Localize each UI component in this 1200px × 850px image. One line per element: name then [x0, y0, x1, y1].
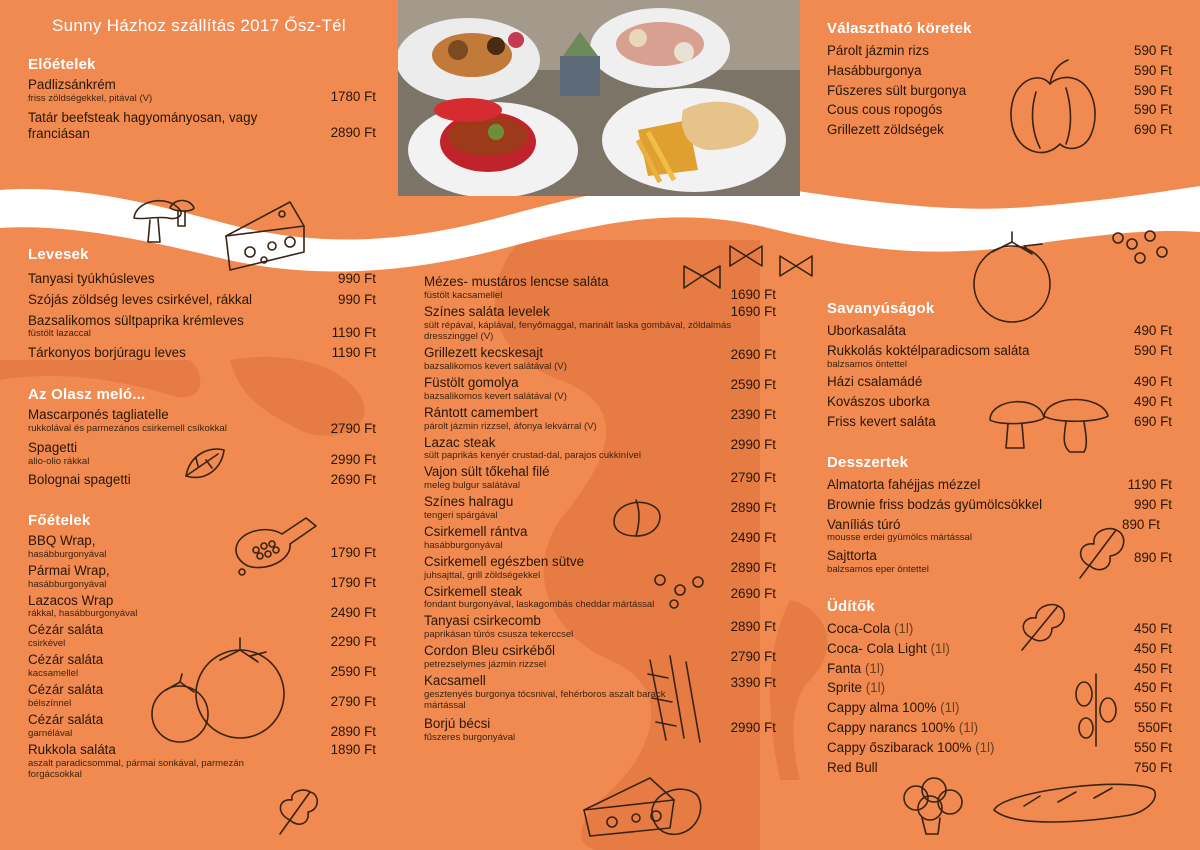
item-price: 590 Ft — [1134, 342, 1172, 358]
menu-item — [827, 680, 1172, 696]
section-title: Az Olasz meló... — [28, 386, 146, 403]
drink-name: Cappy őszibarack 100% — [827, 739, 972, 755]
menu-item — [827, 394, 1172, 410]
item-desc: hasábburgonyával — [424, 539, 503, 551]
item-price: 2490 Ft — [330, 604, 376, 620]
menu-item — [28, 622, 376, 649]
item-name: Vaníliás túró — [827, 516, 901, 532]
item-name: Csirkemell egészben sütve — [424, 553, 585, 569]
item-desc: mousse erdei gyümölcs mártással — [827, 532, 973, 544]
menu-item — [827, 700, 1172, 716]
menu-item — [424, 375, 776, 402]
item-price: 890 Ft — [1122, 516, 1160, 532]
item-name — [827, 760, 1172, 776]
item-price: 490 Ft — [1134, 393, 1172, 409]
item-price: 2990 Ft — [730, 719, 776, 735]
menu-item — [28, 77, 376, 104]
item-name: Cézár saláta — [28, 682, 104, 698]
item-name: Uborkasaláta — [827, 323, 906, 338]
eggplant-icon — [640, 774, 710, 840]
header-title: Sunny Házhoz szállítás 2017 Ősz-Tél — [52, 16, 346, 35]
item-price: 1190 Ft — [331, 344, 376, 360]
menu-item — [827, 517, 1172, 544]
section-desszertek — [827, 454, 1172, 578]
item-price: 550Ft — [1137, 720, 1172, 736]
menu-item — [827, 63, 1172, 79]
item-name: Grillezett kecskesajt — [424, 345, 544, 361]
menu-item — [424, 304, 776, 343]
section-title: Előételek — [28, 56, 96, 73]
item-desc: meleg bulgur salátával — [424, 480, 520, 492]
item-price: 990 Ft — [1134, 496, 1172, 512]
item-desc: aszalt paradicsommal, pármai sonkával, parmezán forgácsokkal — [28, 757, 244, 780]
menu-item — [827, 641, 1172, 657]
item-desc: tengeri spárgával — [424, 510, 498, 521]
item-price: 1690 Ft — [730, 287, 776, 302]
menu-item — [827, 414, 1172, 430]
item-desc: rákkal, hasábburgonyával — [28, 608, 138, 620]
item-name — [827, 720, 1172, 736]
menu-item — [827, 760, 1172, 776]
item-name: Csirkemell rántva — [424, 524, 528, 539]
item-price: 2890 Ft — [730, 619, 776, 635]
item-desc: csirkével — [28, 638, 66, 650]
menu-item — [827, 83, 1172, 99]
item-name: Rántott camembert — [424, 404, 538, 420]
item-price: 490 Ft — [1134, 374, 1172, 390]
item-name: Házi csalamádé — [827, 374, 923, 390]
menu-item — [28, 407, 376, 434]
drink-name: Red Bull — [827, 759, 878, 775]
food-photo — [398, 0, 800, 196]
item-name: Csirkemell steak — [424, 583, 523, 599]
item-price: 2790 Ft — [730, 649, 776, 665]
item-name — [827, 680, 1172, 696]
item-price: 990 Ft — [338, 291, 376, 307]
item-desc: paprikásan túrós csusza tekerccsel — [424, 629, 574, 641]
item-name: Színes halragu — [424, 494, 514, 510]
section-foetelek — [28, 512, 376, 783]
item-price: 450 Ft — [1134, 640, 1172, 656]
item-desc: párolt jázmin rizzsel, áfonya lekvárral (V) — [424, 420, 597, 432]
section-koretek — [827, 20, 1172, 141]
item-name: Kacsamell — [424, 673, 486, 689]
item-price: 550 Ft — [1134, 700, 1172, 716]
menu-item — [424, 524, 776, 551]
drink-volume: (1l) — [936, 700, 960, 716]
drink-name: Cappy alma 100% — [827, 700, 937, 716]
menu-item — [827, 740, 1172, 756]
drink-name: Cappy narancs 100% — [827, 720, 956, 736]
item-name: Mascarponés tagliatelle — [28, 407, 169, 422]
item-name: Cordon Bleu csirkéből — [424, 643, 555, 659]
item-name: Párolt jázmin rizs — [827, 43, 929, 58]
item-price: 1790 Ft — [330, 574, 376, 590]
drink-volume: (1l) — [861, 680, 886, 696]
item-name: Lazac steak — [424, 434, 496, 450]
item-price: 990 Ft — [338, 271, 376, 286]
item-name: Pármai Wrap, — [28, 562, 110, 578]
item-price: 1790 Ft — [330, 545, 376, 560]
item-name: Tárkonyos borjúragu leves — [28, 344, 186, 360]
item-price: 590 Ft — [1134, 43, 1172, 58]
item-price: 550 Ft — [1134, 739, 1172, 755]
menu-item — [28, 682, 376, 709]
drink-volume: (1l) — [955, 720, 979, 736]
drink-volume: (1l) — [926, 640, 950, 656]
item-desc: gesztenyés burgonya tócsnival, fehérboros aszalt barack mártással — [424, 688, 666, 712]
menu-item — [28, 271, 376, 287]
baguette-icon — [984, 770, 1164, 830]
menu-item — [424, 345, 776, 372]
item-desc: sült paprikás kenyér crustad-dal, parajos cukkinível — [424, 450, 642, 462]
item-desc: sült répával, káplával, fenyőmaggal, marinált laska gombával, zöldalmás dresszinggel (V) — [424, 319, 732, 343]
section-title: Üdítők — [827, 598, 875, 615]
item-price: 3390 Ft — [730, 675, 776, 691]
section-savanyusagok — [827, 300, 1172, 432]
menu-item — [424, 673, 776, 712]
section-title: Főételek — [28, 512, 91, 529]
drink-name: Fanta — [827, 660, 862, 676]
item-name: Füstölt gomolya — [424, 374, 519, 390]
menu-item — [28, 440, 376, 467]
item-desc: balzsamos öntettel — [827, 358, 907, 370]
mushroom-icon — [128, 190, 198, 250]
item-price: 2790 Ft — [330, 694, 376, 710]
item-name: Cézár saláta — [28, 652, 104, 668]
menu-item — [28, 533, 376, 560]
item-name — [827, 641, 1172, 657]
item-price: 2890 Ft — [730, 500, 776, 516]
item-price: 2690 Ft — [730, 347, 776, 363]
item-price: 2690 Ft — [730, 585, 776, 601]
menu-item — [827, 343, 1172, 370]
parsley-icon — [270, 780, 326, 840]
item-name: Tanyasi csirkecomb — [424, 613, 541, 629]
item-desc: hasábburgonyával — [28, 548, 107, 560]
menu-item — [424, 554, 776, 581]
item-price: 490 Ft — [1134, 323, 1172, 338]
item-desc: balzsamos eper öntettel — [827, 563, 929, 575]
item-price: 2890 Ft — [330, 125, 376, 141]
menu-item — [424, 494, 776, 521]
section-eloetelek — [28, 56, 376, 144]
item-name: Grillezett zöldségek — [827, 122, 944, 138]
item-price: 2990 Ft — [730, 436, 776, 452]
item-name — [827, 621, 1172, 637]
item-price: 1190 Ft — [1127, 477, 1172, 492]
item-name: Brownie friss bodzás gyümölcsökkel — [827, 496, 1043, 512]
menu-item — [827, 661, 1172, 677]
item-name: Tatár beefsteak hagyományosan, vagy franciásan — [28, 110, 258, 142]
menu-item — [424, 435, 776, 462]
item-desc: kacsamellel — [28, 668, 79, 680]
item-price: 750 Ft — [1134, 759, 1172, 775]
section-uditok — [827, 598, 1172, 778]
item-price: 1190 Ft — [331, 324, 376, 340]
menu-item — [28, 652, 376, 679]
item-name: Színes saláta levelek — [424, 303, 550, 319]
item-name — [827, 740, 1172, 756]
menu-item — [827, 102, 1172, 118]
drink-volume: (1l) — [890, 621, 914, 636]
item-name: Rukkolás koktélparadicsom saláta — [827, 342, 1030, 358]
drink-name: Coca-Cola — [827, 621, 891, 636]
drink-volume: (1l) — [861, 660, 885, 676]
item-desc: hasábburgonyával — [28, 578, 107, 590]
item-price: 450 Ft — [1134, 680, 1172, 696]
drink-volume: (1l) — [971, 739, 995, 755]
item-name: Cous cous ropogós — [827, 102, 943, 118]
item-desc: rukkolával és parmezános csirkemell csíkokkal — [28, 422, 227, 434]
drink-name: Coca- Cola Light — [827, 640, 927, 656]
menu-item — [827, 477, 1172, 493]
item-name: Cézár saláta — [28, 622, 104, 638]
item-desc: bazsalikomos kevert salátával (V) — [424, 360, 567, 372]
menu-item — [827, 497, 1172, 513]
item-desc: alio-olio rákkal — [28, 456, 90, 468]
item-price: 590 Ft — [1134, 62, 1172, 78]
item-name: Almatorta fahéjjas mézzel — [827, 477, 981, 492]
menu-item — [28, 472, 376, 488]
menu-item — [424, 405, 776, 432]
menu-item — [827, 323, 1172, 339]
item-name: Sajttorta — [827, 547, 877, 563]
section-title: Levesek — [28, 246, 89, 263]
item-name: Vajon sült tőkehal filé — [424, 464, 550, 480]
item-desc: fűszeres burgonyával — [424, 731, 516, 743]
item-price: 2290 Ft — [330, 634, 376, 650]
item-name: BBQ Wrap, — [28, 533, 96, 548]
item-price: 2790 Ft — [730, 470, 776, 486]
item-desc: füstölt lazaccal — [28, 328, 91, 340]
item-price: 450 Ft — [1134, 621, 1172, 636]
item-name: Lazacos Wrap — [28, 592, 114, 608]
item-price: 1890 Ft — [330, 741, 376, 757]
menu-item — [424, 274, 776, 301]
menu-item — [827, 43, 1172, 59]
menu-item — [28, 313, 376, 340]
section-olasz — [28, 386, 376, 490]
item-name: Cézár saláta — [28, 711, 104, 727]
column-middle — [424, 274, 776, 746]
item-name: Bolognai spagetti — [28, 471, 131, 487]
menu-item — [424, 613, 776, 640]
section-title: Savanyúságok — [827, 300, 935, 317]
item-price: 1690 Ft — [730, 303, 776, 319]
item-desc: fondant burgonyával, laskagombás cheddar mártással — [424, 599, 655, 611]
item-desc: petrezselymes jázmin rizzsel — [424, 659, 547, 671]
item-price: 2590 Ft — [730, 376, 776, 392]
item-name: Mézes- mustáros lencse saláta — [424, 274, 609, 289]
menu-item — [827, 122, 1172, 138]
menu-item — [424, 584, 776, 611]
menu-item — [424, 464, 776, 491]
item-price: 450 Ft — [1134, 660, 1172, 676]
menu-item — [28, 742, 376, 781]
item-price: 590 Ft — [1134, 102, 1172, 118]
item-name: Padlizsánkrém — [28, 77, 116, 92]
item-name: Borjú bécsi — [424, 715, 491, 731]
section-levesek — [28, 246, 376, 363]
item-price: 2390 Ft — [730, 406, 776, 422]
menu-item — [827, 720, 1172, 736]
item-name: Kovászos uborka — [827, 393, 930, 409]
item-name: Bazsalikomos sültpaprika krémleves — [28, 312, 244, 328]
item-price: 890 Ft — [1134, 549, 1172, 565]
menu-item — [28, 292, 376, 308]
item-desc: bazsalikomos kevert salátával (V) — [424, 390, 567, 402]
item-price: 2990 Ft — [330, 452, 376, 468]
item-name: Szójás zöldség leves csirkével, rákkal — [28, 291, 253, 307]
menu-item — [28, 345, 376, 361]
menu-item — [28, 593, 376, 620]
menu-item — [28, 712, 376, 739]
item-price: 2890 Ft — [730, 559, 776, 575]
item-name: Tanyasi tyúkhúsleves — [28, 271, 155, 286]
item-name: Friss kevert saláta — [827, 413, 936, 429]
menu-item — [827, 621, 1172, 637]
item-desc: füstölt kacsamellel — [424, 289, 503, 301]
item-price: 2590 Ft — [330, 664, 376, 680]
menu-item — [424, 716, 776, 743]
item-price: 2490 Ft — [730, 530, 776, 545]
item-name: Spagetti — [28, 440, 78, 456]
item-price: 590 Ft — [1134, 82, 1172, 98]
item-desc: juhsajttal, grill zöldségekkel — [424, 569, 541, 581]
item-desc: bélszínnel — [28, 697, 72, 709]
drink-name: Sprite — [827, 680, 862, 696]
item-desc: friss zöldségekkel, pitával (V) — [28, 92, 153, 104]
peppercorn-icon — [1110, 228, 1170, 268]
item-desc: garnélával — [28, 727, 73, 739]
menu-item — [28, 563, 376, 590]
menu-item — [28, 110, 376, 142]
section-title: Desszertek — [827, 454, 909, 471]
item-price: 1780 Ft — [330, 89, 376, 104]
item-name: Hasábburgonya — [827, 62, 922, 78]
menu-item — [827, 548, 1172, 575]
item-price: 690 Ft — [1134, 413, 1172, 429]
section-title: Választható köretek — [827, 20, 972, 37]
item-name: Rukkola saláta — [28, 741, 116, 757]
item-price: 2790 Ft — [330, 421, 376, 436]
item-name: Fűszeres sült burgonya — [827, 82, 967, 98]
item-price: 690 Ft — [1134, 122, 1172, 138]
item-name — [827, 661, 1172, 677]
cauliflower-icon — [896, 776, 966, 838]
item-name — [827, 700, 1172, 716]
menu-item — [827, 374, 1172, 390]
item-price: 2690 Ft — [330, 471, 376, 487]
menu-item — [424, 643, 776, 670]
item-price: 2890 Ft — [330, 723, 376, 739]
